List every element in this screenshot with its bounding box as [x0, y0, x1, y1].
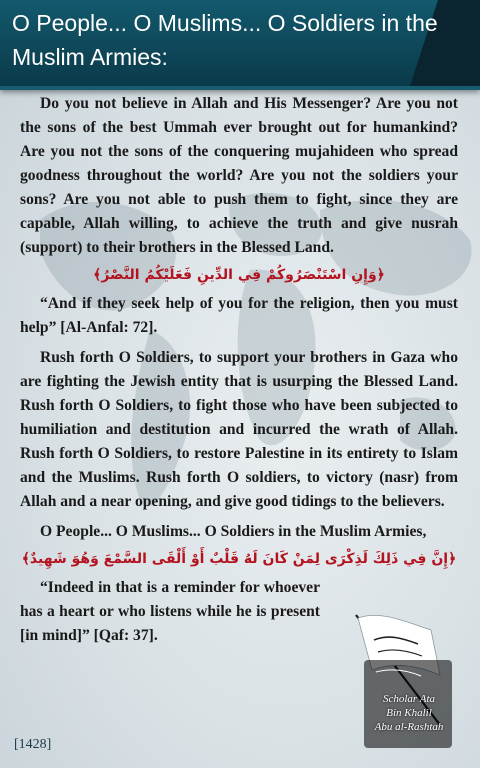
- paragraph-5: “Indeed in that is a reminder for whoever has a heart or who listens while he is present [in mind]” [Qaf: 37].: [20, 579, 320, 644]
- article-body: [20, 92, 458, 648]
- signature-line-3: Abu al-Rashtah: [374, 721, 444, 733]
- paragraph-1: Do you not believe in Allah and His Messenger? Are you not the sons of the best Ummah ever brought out for humankind? Are you not the sons of the conquering mujahideen who spread goodness throughout the world? Are you not the soldiers your sons? Are you not able to push them to fight, since they are capable, Allah willing, to achieve the truth and give nusrah (support) to their brothers in the Blessed Land.: [20, 95, 458, 256]
- page-title: O People... O Muslims... O Soldiers in the Muslim Armies:: [12, 10, 438, 70]
- signature-line-2: Bin Khalil: [386, 707, 432, 719]
- paragraph-2: “And if they seek help of you for the religion, then you must help” [Al-Anfal: 72].: [20, 295, 458, 336]
- quran-verse-1: ﴿وَإِنِ اسْتَنْصَرُوكُمْ فِي الدِّينِ فَعَلَيْكُمُ النَّصْرُ﴾: [93, 267, 385, 283]
- paragraph-3: Rush forth O Soldiers, to support your brothers in Gaza who are fighting the Jewish entity that is usurping the Blessed Land. Rush forth O Soldiers, to fight those who have been subjected to humiliation and destitution and incurred the wrath of Allah. Rush forth O Soldiers, to restore Palestine in its entirety to Islam and the Muslims. Rush forth O soldiers, to victory (nasr) from Allah and a near opening, and give good tidings to the believers.: [20, 349, 458, 510]
- paragraph-4: O People... O Muslims... O Soldiers in the Muslim Armies,: [40, 523, 427, 540]
- quran-verse-2: ﴿إِنَّ فِي ذَلِكَ لَذِكْرَى لِمَنْ كَانَ لَهُ قَلْبٌ أَوْ أَلْقَى السَّمْعَ وَهُوَ شَهِيدٌ﴾: [21, 551, 457, 567]
- author-signature: [364, 692, 454, 734]
- signature-line-1: Scholar Ata: [382, 693, 436, 705]
- title-banner: [0, 0, 480, 90]
- banner-stripe: [0, 86, 480, 90]
- page-number: [1428]: [14, 737, 52, 752]
